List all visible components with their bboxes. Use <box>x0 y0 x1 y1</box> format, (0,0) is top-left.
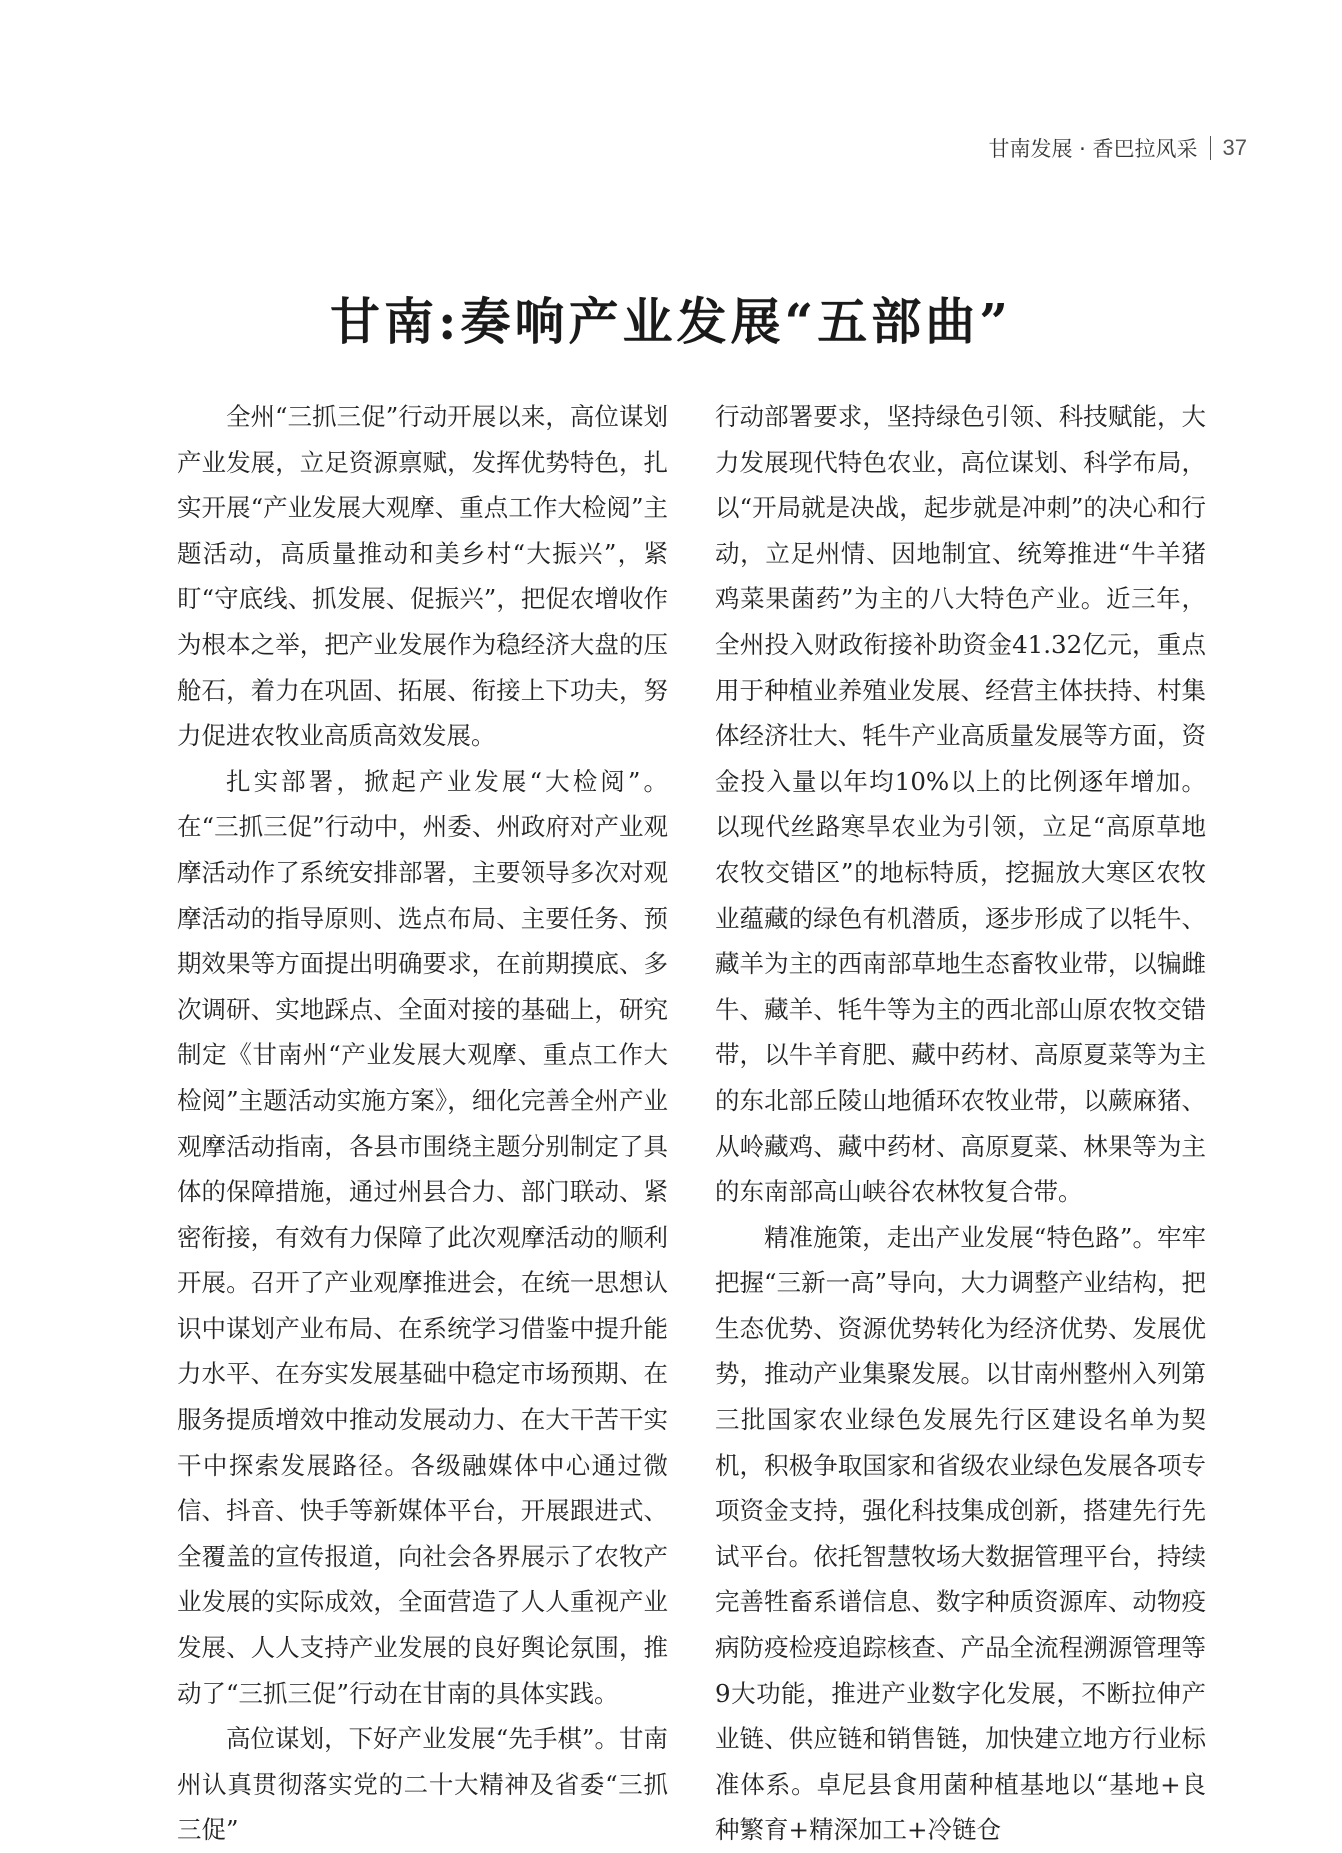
paragraph-deployment: 扎实部署，掀起产业发展“大检阅”。在“三抓三促”行动中，州委、州政府对产业观摩活动作了系统安排部署，主要领导多次对观摩活动的指导原则、选点布局、主要任务、预期效果等方面提出明确要求，在前期摸底、多次调研、实地踩点、全面对接的基础上，研究制定《甘南州“产业发展大观摩、重点工作大检阅”主题活动实施方案》，细化完善全州产业观摩活动指南，各县市围绕主题分别制定了具体的保障措施，通过州县合力、部门联动、紧密衔接，有效有力保障了此次观摩活动的顺利开展。召开了产业观摩推进会，在统一思想认识中谋划产业布局、在系统学习借鉴中提升能力水平、在夯实发展基础中稳定市场预期、在服务提质增效中推动发展动力、在大干苦干实干中探索发展路径。各级融媒体中心通过微信、抖音、快手等新媒体平台，开展跟进式、全覆盖的宣传报道，向社会各界展示了农牧产业发展的实际成效，全面营造了人人重视产业发展、人人支持产业发展的良好舆论氛围，推动了“三抓三促”行动在甘南的具体实践。 <box>177 766 668 1708</box>
paragraph-planning: 高位谋划，下好产业发展“先手棋”。甘南州认真贯彻落实党的二十大精神及省委“三抓三促” <box>177 1724 668 1845</box>
header-divider <box>1210 136 1211 160</box>
paragraph-precise-policy: 精准施策，走出产业发展“特色路”。牢牢把握“三新一高”导向，大力调整产业结构，把生态优势、资源优势转化为经济优势、发展优势，推动产业集聚发展。以甘南州整州入列第三批国家农业绿色发展先行区建设名单为契机，积极争取国家和省级农业绿色发展各项专项资金支持，强化科技集成创新，搭建先行先试平台。依托智慧牧场大数据管理平台，持续完善牲畜系谱信息、数字种质资源库、动物疫病防疫检疫追踪核查、产品全流程溯源管理等9大功能，推进产业数字化发展，不断拉伸产业链、供应链和销售链，加快建立地方行业标准体系。卓尼县食用菌种植基地以“基地+良种繁育+精深加工+冷链仓 <box>715 1222 1206 1845</box>
page-number: 37 <box>1222 135 1247 160</box>
paragraph-planning-continued: 行动部署要求，坚持绿色引领、科技赋能，大力发展现代特色农业，高位谋划、科学布局，以“开局就是决战，起步就是冲刺”的决心和行动，立足州情、因地制宜、统筹推进“牛羊猪鸡菜果菌药”为主的八大特色产业。近三年，全州投入财政衔接补助资金41.32亿元，重点用于种植业养殖业发展、经营主体扶持、村集体经济壮大、牦牛产业高质量发展等方面，资金投入量以年均10%以上的比例逐年增加。以现代丝路寒旱农业为引领，立足“高原草地农牧交错区”的地标特质，挖掘放大寒区农牧业蕴藏的绿色有机潜质，逐步形成了以牦牛、藏羊为主的西南部草地生态畜牧业带，以犏雌牛、藏羊、牦牛等为主的西北部山原农牧交错带，以牛羊育肥、藏中药材、高原夏菜等为主的东北部丘陵山地循环农牧业带，以蕨麻猪、从岭藏鸡、藏中药材、高原夏菜、林果等为主的东南部高山峡谷农林牧复合带。 <box>715 402 1206 1207</box>
article-title: 甘南:奏响产业发展“五部曲” <box>330 292 1012 351</box>
running-header <box>988 133 1247 163</box>
left-column <box>177 394 668 1853</box>
right-column <box>715 394 1206 1853</box>
paragraph-intro: 全州“三抓三促”行动开展以来，高位谋划产业发展，立足资源禀赋，发挥优势特色，扎实开展“产业发展大观摩、重点工作大检阅”主题活动，高质量推动和美乡村“大振兴”，紧盯“守底线、抓发展、促振兴”，把促农增收作为根本之举，把产业发展作为稳经济大盘的压舱石，着力在巩固、拓展、衔接上下功夫，努力促进农牧业高质高效发展。 <box>177 402 668 751</box>
section-title: 甘南发展 · 香巴拉风采 <box>988 137 1198 161</box>
